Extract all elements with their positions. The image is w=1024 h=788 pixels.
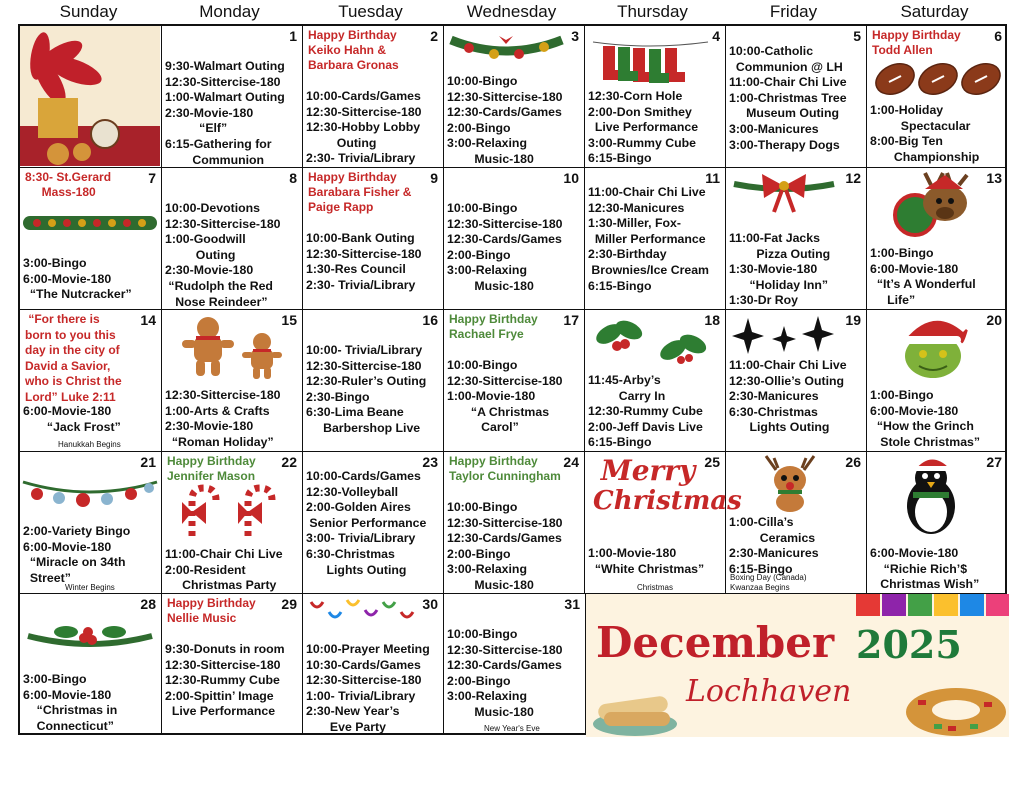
day-number: 6 <box>994 28 1002 44</box>
sparkle-stars-icon <box>730 314 840 358</box>
birthday-note: Happy Birthday Nellie Music <box>167 596 256 625</box>
holly-garland-icon <box>26 616 154 656</box>
day-number: 25 <box>704 454 720 470</box>
calendar-day-4 <box>585 26 726 168</box>
holiday-note: Winter Begins <box>65 583 115 592</box>
calendar-day-12 <box>726 168 867 310</box>
bow-ornament-icon <box>734 172 834 220</box>
calendar-day-5 <box>726 26 867 168</box>
calendar-day-17 <box>444 310 585 452</box>
day-number: 10 <box>563 170 579 186</box>
day-events: 6:00-Movie-180 “Jack Frost” <box>23 404 121 434</box>
day-number: 22 <box>281 454 297 470</box>
day-number: 3 <box>571 28 579 44</box>
weekday-sunday: Sunday <box>59 2 118 21</box>
calendar-day-1 <box>162 26 303 168</box>
calendar-day-25 <box>585 452 742 594</box>
day-events: 10:00-Bingo 12:30-Sittercise-180 12:30-Cards/Games 2:00-Bingo 3:00-Relaxing Music-180 <box>447 201 563 293</box>
reindeer-icon <box>885 171 977 237</box>
poinsettia-icon <box>20 26 160 166</box>
day-events: 9:30-Donuts in room 12:30-Sittercise-180 12:30-Rummy Cube 2:00-Spittin’ Image Live Performance <box>165 642 285 719</box>
calendar-day-29 <box>162 594 303 735</box>
calendar-cell-empty <box>20 26 162 168</box>
day-events: 11:00-Fat Jacks Pizza Outing 1:30-Movie-180 “Holiday Inn” 1:30-Dr Roy <box>729 231 831 308</box>
calendar-day-30 <box>303 594 444 735</box>
day-number: 20 <box>986 312 1002 328</box>
merry-christmas-word-1: Merry <box>600 454 696 487</box>
holiday-note: Hanukkah Begins <box>58 440 121 449</box>
weekday-header <box>18 2 1008 24</box>
grinch-icon <box>893 312 973 380</box>
day-events: 10:00-Prayer Meeting 10:30-Cards/Games 12:30-Sittercise-180 1:00- Trivia/Library 2:30-New Year’s Eve Party <box>306 642 430 734</box>
holiday-note: New Year's Eve <box>484 724 540 733</box>
birthday-note: Happy Birthday Jennifer Mason <box>167 454 256 483</box>
merry-christmas-word-2: Christmas <box>593 486 742 516</box>
reindeer-icon <box>756 454 826 512</box>
day-number: 1 <box>289 28 297 44</box>
day-events: 11:00-Chair Chi Live 12:30-Manicures 1:30-Miller, Fox- Miller Performance 2:30-Birthday Brownies/Ice Cream 6:15-Bingo <box>588 185 709 293</box>
day-number: 30 <box>422 596 438 612</box>
day-number: 11 <box>705 170 720 186</box>
calendar-day-8 <box>162 168 303 310</box>
day-events: 1:00-Cilla’s Ceramics 2:30-Manicures 6:15-Bingo <box>729 515 819 576</box>
mass-note: 8:30- St.Gerard Mass-180 <box>25 170 112 199</box>
weekday-monday: Monday <box>199 2 260 21</box>
garland-icon <box>449 28 564 66</box>
day-number: 28 <box>140 596 156 612</box>
banner-month: December <box>596 618 835 667</box>
day-events: 1:00-Bingo 6:00-Movie-180 “How the Grinch Stole Christmas” <box>870 388 981 449</box>
calendar-day-9 <box>303 168 444 310</box>
day-number: 23 <box>422 454 438 470</box>
calendar-day-15 <box>162 310 303 452</box>
calendar-day-24 <box>444 452 585 594</box>
day-events: 10:00-Cards/Games 12:30-Sittercise-180 12:30-Hobby Lobby Outing 2:30- Trivia/Library <box>306 89 422 166</box>
stockings-icon <box>593 36 708 88</box>
calendar-day-3 <box>444 26 585 168</box>
day-events: 10:00-Catholic Communion @ LH 11:00-Chair Chi Live 1:00-Christmas Tree Museum Outing 3:00-Manicures 3:00-Therapy Dogs <box>729 44 847 152</box>
day-number: 4 <box>712 28 720 44</box>
day-number: 26 <box>845 454 861 470</box>
day-events: 2:00-Variety Bingo 6:00-Movie-180 “Miracle on 34th Street” <box>23 524 131 585</box>
calendar-day-6 <box>867 26 1007 168</box>
calendar-grid <box>18 24 1007 735</box>
day-events: 3:00-Bingo 6:00-Movie-180 “Christmas in Connecticut” <box>23 672 118 733</box>
calendar-day-22 <box>162 452 303 594</box>
day-events: 1:00-Holiday Spectacular 8:00-Big Ten Championship <box>870 103 980 164</box>
candy-cane-icon <box>178 484 286 538</box>
weekday-thursday: Thursday <box>617 2 688 21</box>
day-number: 17 <box>563 312 579 328</box>
weekday-tuesday: Tuesday <box>338 2 403 21</box>
day-number: 21 <box>140 454 156 470</box>
day-events: 1:00-Movie-180 “White Christmas” <box>588 546 705 576</box>
day-events: 1:00-Bingo 6:00-Movie-180 “It’s A Wonderful Life” <box>870 246 976 307</box>
day-events: 10:00-Bingo 12:30-Sittercise-180 12:30-Cards/Games 2:00-Bingo 3:00-Relaxing Music-180 <box>447 500 563 592</box>
day-events: 10:00-Bank Outing 12:30-Sittercise-180 1:30-Res Council 2:30- Trivia/Library <box>306 231 422 292</box>
day-events: 11:00-Chair Chi Live 2:00-Resident Christmas Party <box>165 547 283 593</box>
holiday-note: Christmas <box>637 583 674 592</box>
weekday-friday: Friday <box>769 2 818 21</box>
day-number: 19 <box>845 312 861 328</box>
calendar-day-23 <box>303 452 444 594</box>
day-number: 7 <box>148 170 156 186</box>
day-events: 9:30-Walmart Outing 12:30-Sittercise-180 1:00-Walmart Outing 2:30-Movie-180 “Elf” 6:15-Gathering for Communion <box>165 59 285 167</box>
day-events: 10:00-Devotions 12:30-Sittercise-180 1:00-Goodwill Outing 2:30-Movie-180 “Rudolph the Red Nose Reindeer” <box>165 201 281 309</box>
calendar-day-21 <box>20 452 162 594</box>
scripture-note: “For there is born to you this day in the city of David a Savior, who is Christ the Lord” Luke 2:11 <box>25 312 122 404</box>
garland-icon <box>23 208 157 238</box>
day-number: 31 <box>564 596 580 612</box>
day-events: 3:00-Bingo 6:00-Movie-180 “The Nutcracker” <box>23 256 132 302</box>
birthday-note: Happy Birthday Keiko Hahn & Barbara Gronas <box>308 28 399 72</box>
day-events: 10:00- Trivia/Library 12:30-Sittercise-180 12:30-Ruler’s Outing 2:30-Bingo 6:30-Lima Beane Barbershop Live <box>306 343 427 435</box>
day-number: 24 <box>563 454 579 470</box>
day-number: 27 <box>986 454 1002 470</box>
day-number: 29 <box>281 596 297 612</box>
day-events: 12:30-Corn Hole 2:00-Don Smithey Live Performance 3:00-Rummy Cube 6:15-Bingo <box>588 89 699 166</box>
calendar-day-16 <box>303 310 444 452</box>
day-number: 12 <box>845 170 861 186</box>
day-events: 10:00-Bingo 12:30-Sittercise-180 1:00-Movie-180 “A Christmas Carol” <box>447 358 563 435</box>
calendar-day-7 <box>20 168 162 310</box>
day-number: 15 <box>281 312 297 328</box>
calendar-day-27 <box>867 452 1007 594</box>
weekday-saturday: Saturday <box>900 2 969 21</box>
day-number: 5 <box>853 28 861 44</box>
day-number: 8 <box>289 170 297 186</box>
calendar-day-28 <box>20 594 162 735</box>
day-number: 13 <box>986 170 1002 186</box>
birthday-note: Happy Birthday Todd Allen <box>872 28 961 57</box>
month-banner <box>586 594 1009 737</box>
calendar-day-31 <box>444 594 586 735</box>
day-events: 11:00-Chair Chi Live 12:30-Ollie’s Outing 2:30-Manicures 6:30-Christmas Lights Outing <box>729 358 847 435</box>
holiday-note-2: Kwanzaa Begins <box>730 583 790 592</box>
calendar-day-26 <box>726 452 867 594</box>
birthday-note: Happy Birthday Taylor Cunningham <box>449 454 561 483</box>
day-events: 12:30-Sittercise-180 1:00-Arts & Crafts 2:30-Movie-180 “Roman Holiday” <box>165 388 281 449</box>
calendar-day-13 <box>867 168 1007 310</box>
penguin-icon <box>895 454 967 538</box>
calendar-day-11 <box>585 168 726 310</box>
day-number: 18 <box>704 312 720 328</box>
calendar-day-14 <box>20 310 162 452</box>
holly-icon <box>595 314 710 366</box>
calendar-day-19 <box>726 310 867 452</box>
banner-place: Lochhaven <box>686 674 852 709</box>
papel-picado-icon <box>856 594 1009 620</box>
calendar-day-10 <box>444 168 585 310</box>
weekday-wednesday: Wednesday <box>466 2 557 21</box>
day-events: 10:00-Bingo 12:30-Sittercise-180 12:30-Cards/Games 2:00-Bingo 3:00-Relaxing Music-180 <box>447 627 563 719</box>
calendar-day-18 <box>585 310 726 452</box>
ornaments-icon <box>23 476 157 510</box>
day-events: 10:00-Bingo 12:30-Sittercise-180 12:30-Cards/Games 2:00-Bingo 3:00-Relaxing Music-180 <box>447 74 563 166</box>
birthday-note: Happy Birthday Barabara Fisher & Paige Rapp <box>308 170 412 214</box>
tamales-icon <box>590 686 680 737</box>
day-number: 9 <box>430 170 438 186</box>
confetti-icon <box>307 596 417 626</box>
birthday-note: Happy Birthday Rachael Frye <box>449 312 538 341</box>
day-number: 14 <box>140 312 156 328</box>
calendar-day-20 <box>867 310 1007 452</box>
holiday-note: Boxing Day (Canada) <box>730 573 807 582</box>
day-number: 2 <box>430 28 438 44</box>
day-events: 10:00-Cards/Games 12:30-Volleyball 2:00-Golden Aires Senior Performance 3:00- Trivia/Library 6:30-Christmas Lights Outing <box>306 469 427 577</box>
banner-year: 2025 <box>856 622 962 667</box>
calendar-day-2 <box>303 26 444 168</box>
gingerbread-icon <box>176 314 286 380</box>
football-icon <box>873 60 1003 98</box>
day-events: 6:00-Movie-180 “Richie Rich’$ Christmas Wish” <box>870 546 980 592</box>
rosca-bread-icon <box>904 672 1008 737</box>
day-events: 11:45-Arby’s Carry In 12:30-Rummy Cube 2:00-Jeff Davis Live 6:15-Bingo <box>588 373 703 450</box>
day-number: 16 <box>422 312 438 328</box>
